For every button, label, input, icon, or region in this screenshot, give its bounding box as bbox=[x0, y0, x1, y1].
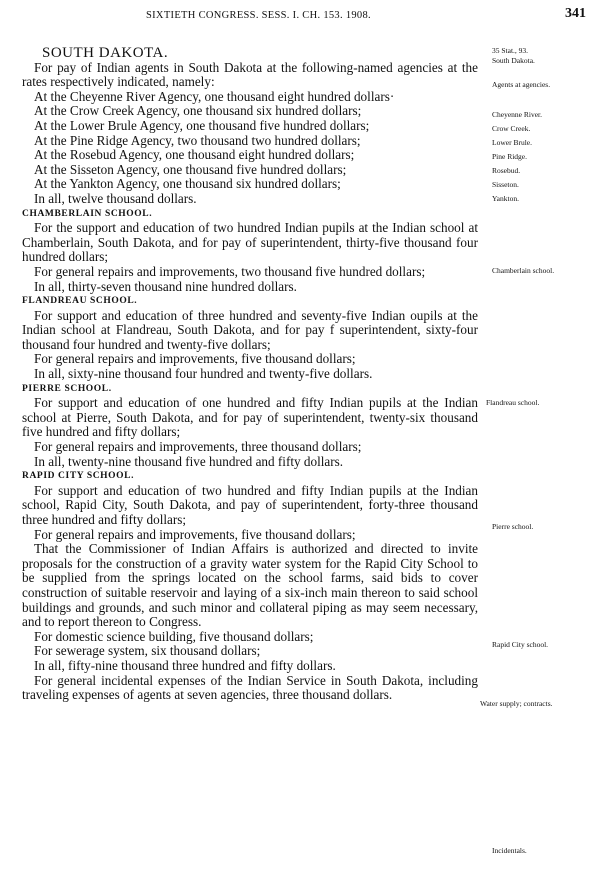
rapid-city-domestic-science: For domestic science building, five thousand dollars; bbox=[34, 628, 314, 644]
page-number: 341 bbox=[565, 6, 586, 21]
agents-intro: For pay of Indian agents in South Dakota at the following-named agencies at the rates respectively indicated, namely: bbox=[22, 59, 478, 90]
running-head: SIXTIETH CONGRESS. SESS. I. CH. 153. 1908. bbox=[146, 10, 371, 21]
rapid-city-repairs: For general repairs and improvements, five thousand dollars; bbox=[34, 526, 356, 542]
margin-note-rapid-city: Rapid City school. bbox=[492, 640, 549, 649]
margin-note-crow: Crow Creek. bbox=[492, 124, 531, 133]
flandreau-repairs: For general repairs and improvements, five thousand dollars; bbox=[34, 351, 356, 367]
margin-note-cheyenne: Cheyenne River. bbox=[492, 110, 542, 119]
agents-total: In all, twelve thousand dollars. bbox=[34, 190, 197, 206]
chamberlain-heading: CHAMBERLAIN SCHOOL. bbox=[22, 208, 153, 219]
rapid-city-total: In all, fifty-nine thousand three hundred and fifty dollars. bbox=[34, 657, 336, 673]
agency-item: At the Pine Ridge Agency, two thousand two hundred dollars; bbox=[34, 132, 361, 148]
state-title: SOUTH DAKOTA. bbox=[42, 45, 169, 61]
margin-note-yankton: Yankton. bbox=[492, 194, 519, 203]
margin-note-chamberlain: Chamberlain school. bbox=[492, 266, 555, 275]
margin-note-pierre: Pierre school. bbox=[492, 522, 534, 531]
incidentals-paragraph: For general incidental expenses of the Indian Service in South Dakota, including traveling expenses of agents at seven agencies, three thousand dollars. bbox=[22, 672, 478, 703]
margin-note-lower-brule: Lower Brule. bbox=[492, 138, 532, 147]
running-header bbox=[0, 6, 600, 26]
margin-note-incidentals: Incidentals. bbox=[492, 846, 527, 855]
margin-note-pine-ridge: Pine Ridge. bbox=[492, 152, 527, 161]
chamberlain-support: For the support and education of two hundred Indian pupils at the Indian school at Chamberlain, South Dakota, and for pay of superintendent, thirty-five thousand four hundred dollars; bbox=[22, 220, 478, 265]
pierre-repairs: For general repairs and improvements, three thousand dollars; bbox=[34, 439, 362, 455]
rapid-city-water-system: That the Commissioner of Indian Affairs is authorized and directed to invite proposals for the construction of a gravity water system for the Rapid City School to be supplied from the springs located on the school farms, said bids to cover construction of suitable reservoir and laying of a six-inch main thereon to said school buildings and grounds, and such minor and collateral piping as may seem necessary, and to report thereon to Congress. bbox=[22, 541, 478, 630]
statute-state: South Dakota. bbox=[492, 56, 535, 65]
agency-item: At the Lower Brule Agency, one thousand five hundred dollars; bbox=[34, 117, 370, 133]
rapid-city-support: For support and education of two hundred and fifty Indian pupils at the Indian school, Rapid City, South Dakota, and pay of superintendent, forty-three thousand three hundred and fifty dollars; bbox=[22, 482, 478, 527]
margin-note-sisseton: Sisseton. bbox=[492, 180, 519, 189]
margin-note-statute bbox=[492, 46, 592, 66]
agency-item: At the Sisseton Agency, one thousand five hundred dollars; bbox=[34, 161, 347, 177]
pierre-total: In all, twenty-nine thousand five hundred and fifty dollars. bbox=[34, 453, 344, 469]
flandreau-total: In all, sixty-nine thousand four hundred and twenty-five dollars. bbox=[34, 366, 373, 382]
statute-citation: 35 Stat., 93. bbox=[492, 46, 529, 55]
flandreau-heading: FLANDREAU SCHOOL. bbox=[22, 296, 138, 307]
rapid-city-heading: RAPID CITY SCHOOL. bbox=[22, 471, 135, 482]
agency-item: At the Rosebud Agency, one thousand eight hundred dollars; bbox=[34, 147, 355, 163]
flandreau-support: For support and education of three hundred and seventy-five Indian oupils at the Indian school at Flandreau, South Dakota, and for pay f superintendent, sixty-four thousand four hundred and twenty-five dollars; bbox=[22, 307, 478, 352]
agency-item: At the Cheyenne River Agency, one thousand eight hundred dollars· bbox=[34, 88, 395, 104]
pierre-support: For support and education of one hundred and fifty Indian pupils at the Indian school at Pierre, South Dakota, and for pay of superintendent, twenty-six thousand five hundred and fifty dollars; bbox=[22, 395, 478, 440]
margin-note-water-supply: Water supply; contracts. bbox=[480, 699, 553, 708]
margin-note-rosebud: Rosebud. bbox=[492, 166, 521, 175]
margin-note-flandreau: Flandreau school. bbox=[486, 398, 540, 407]
margin-note-agents: Agents at agencies. bbox=[492, 80, 551, 89]
main-text bbox=[22, 46, 478, 703]
chamberlain-repairs: For general repairs and improvements, two thousand five hundred dollars; bbox=[34, 263, 426, 279]
rapid-city-sewerage: For sewerage system, six thousand dollars; bbox=[34, 643, 261, 659]
chamberlain-total: In all, thirty-seven thousand nine hundred dollars. bbox=[34, 278, 297, 294]
pierre-heading: PIERRE SCHOOL. bbox=[22, 383, 112, 394]
agency-item: At the Crow Creek Agency, one thousand six hundred dollars; bbox=[34, 103, 362, 119]
agency-item: At the Yankton Agency, one thousand six hundred dollars; bbox=[34, 176, 341, 192]
